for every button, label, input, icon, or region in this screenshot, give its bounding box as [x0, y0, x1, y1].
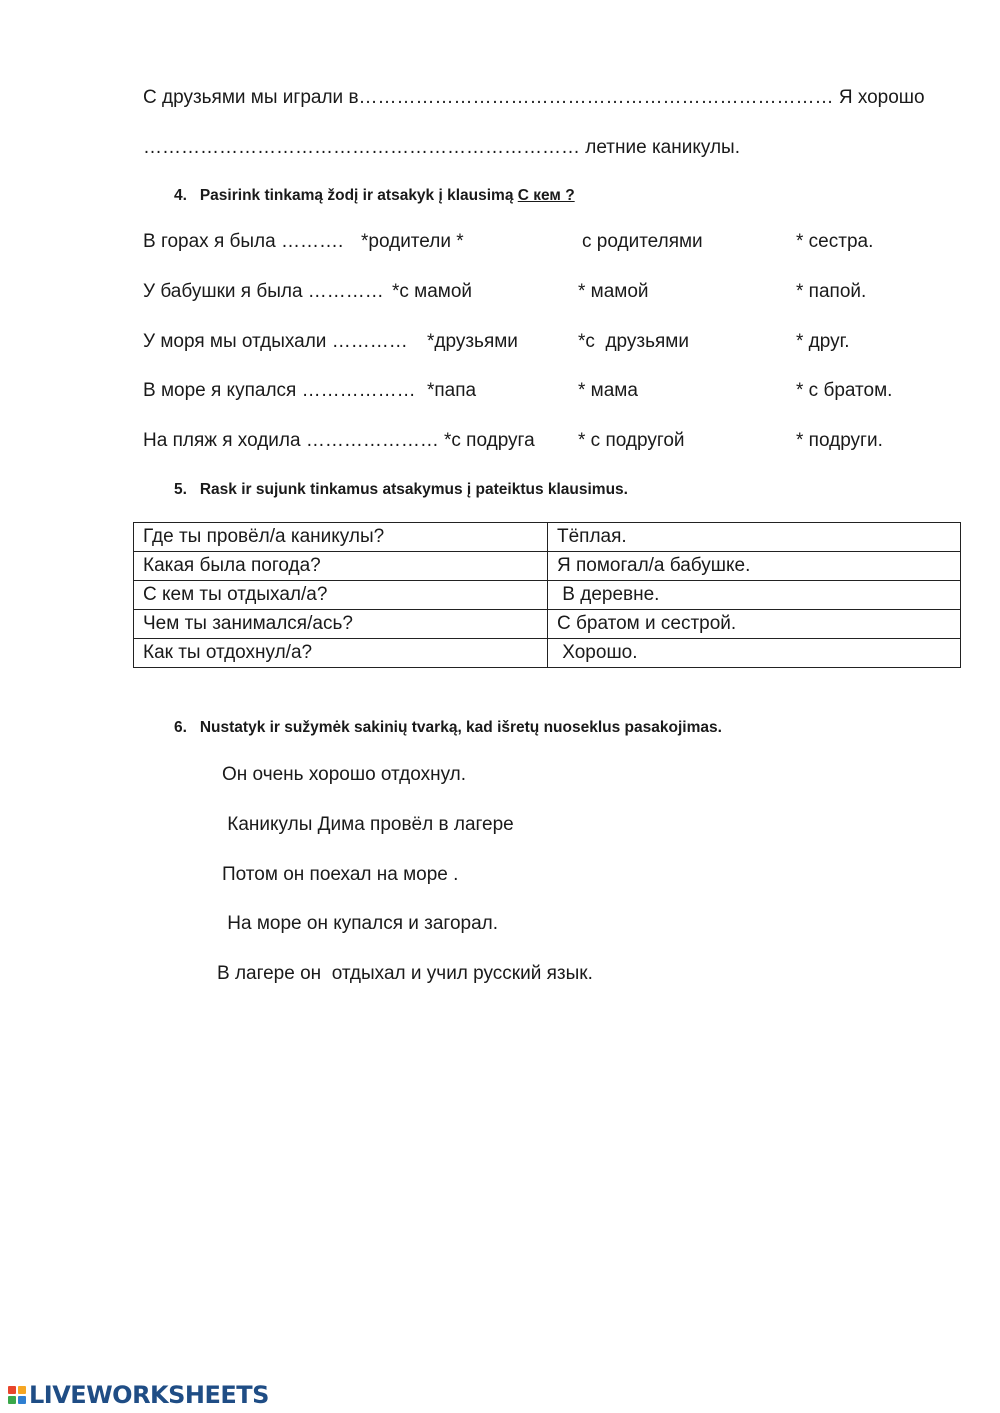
task4-heading [174, 186, 575, 206]
table-row [134, 523, 961, 552]
task4-option-3[interactable]: * подруги. [796, 430, 883, 451]
logo-grid-square [18, 1386, 26, 1394]
table-row [134, 552, 961, 581]
order-sentence[interactable]: Потом он поехал на море . [222, 864, 459, 885]
task4-option-3[interactable]: * с братом. [796, 380, 893, 401]
task4-sentence: У бабушки я была ………… [143, 281, 384, 302]
table-row [134, 610, 961, 639]
question-cell[interactable]: Как ты отдохнул/а? [134, 639, 548, 668]
answer-cell[interactable]: С братом и сестрой. [548, 610, 961, 639]
intro-line-2: …………………………………………………………… летние каникулы. [143, 137, 740, 158]
task4-option-1[interactable]: *с мамой [392, 281, 473, 302]
task5-heading: 5. Rask ir sujunk tinkamus atsakymus į pateiktus klausimus. [174, 481, 628, 498]
task4-option-2[interactable]: * мама [578, 380, 638, 401]
order-sentence[interactable]: На море он купался и загорал. [222, 913, 499, 934]
task4-heading-text: 4. Pasirink tinkamą žodį ir atsakyk į klausimą [174, 187, 518, 204]
logo-grid-square [18, 1396, 26, 1404]
task4-option-2[interactable]: *с друзьями [578, 331, 689, 352]
logo-text: LIVEWORKSHEETS [29, 1381, 269, 1409]
task4-heading-underlined: С кем ? [517, 187, 575, 204]
question-cell[interactable]: Какая была погода? [134, 552, 548, 581]
answer-cell[interactable]: В деревне. [548, 581, 961, 610]
task4-option-3[interactable]: * друг. [796, 331, 850, 352]
task4-sentence: На пляж я ходила ………………… [143, 430, 445, 451]
question-cell[interactable]: Чем ты занимался/ась? [134, 610, 548, 639]
question-cell[interactable]: С кем ты отдыхал/а? [134, 581, 548, 610]
task4-option-2[interactable]: * мамой [578, 281, 649, 302]
question-cell[interactable]: Где ты провёл/а каникулы? [134, 523, 548, 552]
task4-option-1[interactable]: *друзьями [427, 331, 518, 352]
intro-line-1: С друзьями мы играли в………………………………………………………………… Я хорошо [143, 87, 925, 108]
task4-option-1[interactable]: *родители * [361, 231, 464, 252]
order-sentence[interactable]: Каникулы Дима провёл в лагере [222, 814, 514, 835]
task4-option-3[interactable]: * папой. [796, 281, 867, 302]
task4-option-1[interactable]: *папа [427, 380, 477, 401]
table-row [134, 639, 961, 668]
task4-option-2[interactable]: с родителями [582, 231, 703, 252]
logo-grid-icon [8, 1386, 26, 1404]
matching-table [133, 522, 961, 668]
task6-heading: 6. Nustatyk ir sužymėk sakinių tvarką, kad išretų nuoseklus pasakojimas. [174, 719, 722, 736]
task4-sentence: В море я купался ……………… [143, 380, 421, 401]
task4-sentence: У моря мы отдыхали ………… [143, 331, 413, 352]
liveworksheets-logo [8, 1382, 269, 1408]
order-sentence[interactable]: Он очень хорошо отдохнул. [222, 764, 467, 785]
answer-cell[interactable]: Я помогал/а бабушке. [548, 552, 961, 581]
logo-grid-square [8, 1396, 16, 1404]
task4-option-2[interactable]: * с подругой [578, 430, 685, 451]
task4-option-3[interactable]: * сестра. [796, 231, 874, 252]
task4-option-1[interactable]: *с подруга [444, 430, 535, 451]
table-row [134, 581, 961, 610]
logo-grid-square [8, 1386, 16, 1394]
order-sentence[interactable]: В лагере он отдыхал и учил русский язык. [217, 963, 593, 984]
task4-sentence: В горах я была ………. [143, 231, 349, 252]
answer-cell[interactable]: Тёплая. [548, 523, 961, 552]
answer-cell[interactable]: Хорошо. [548, 639, 961, 668]
